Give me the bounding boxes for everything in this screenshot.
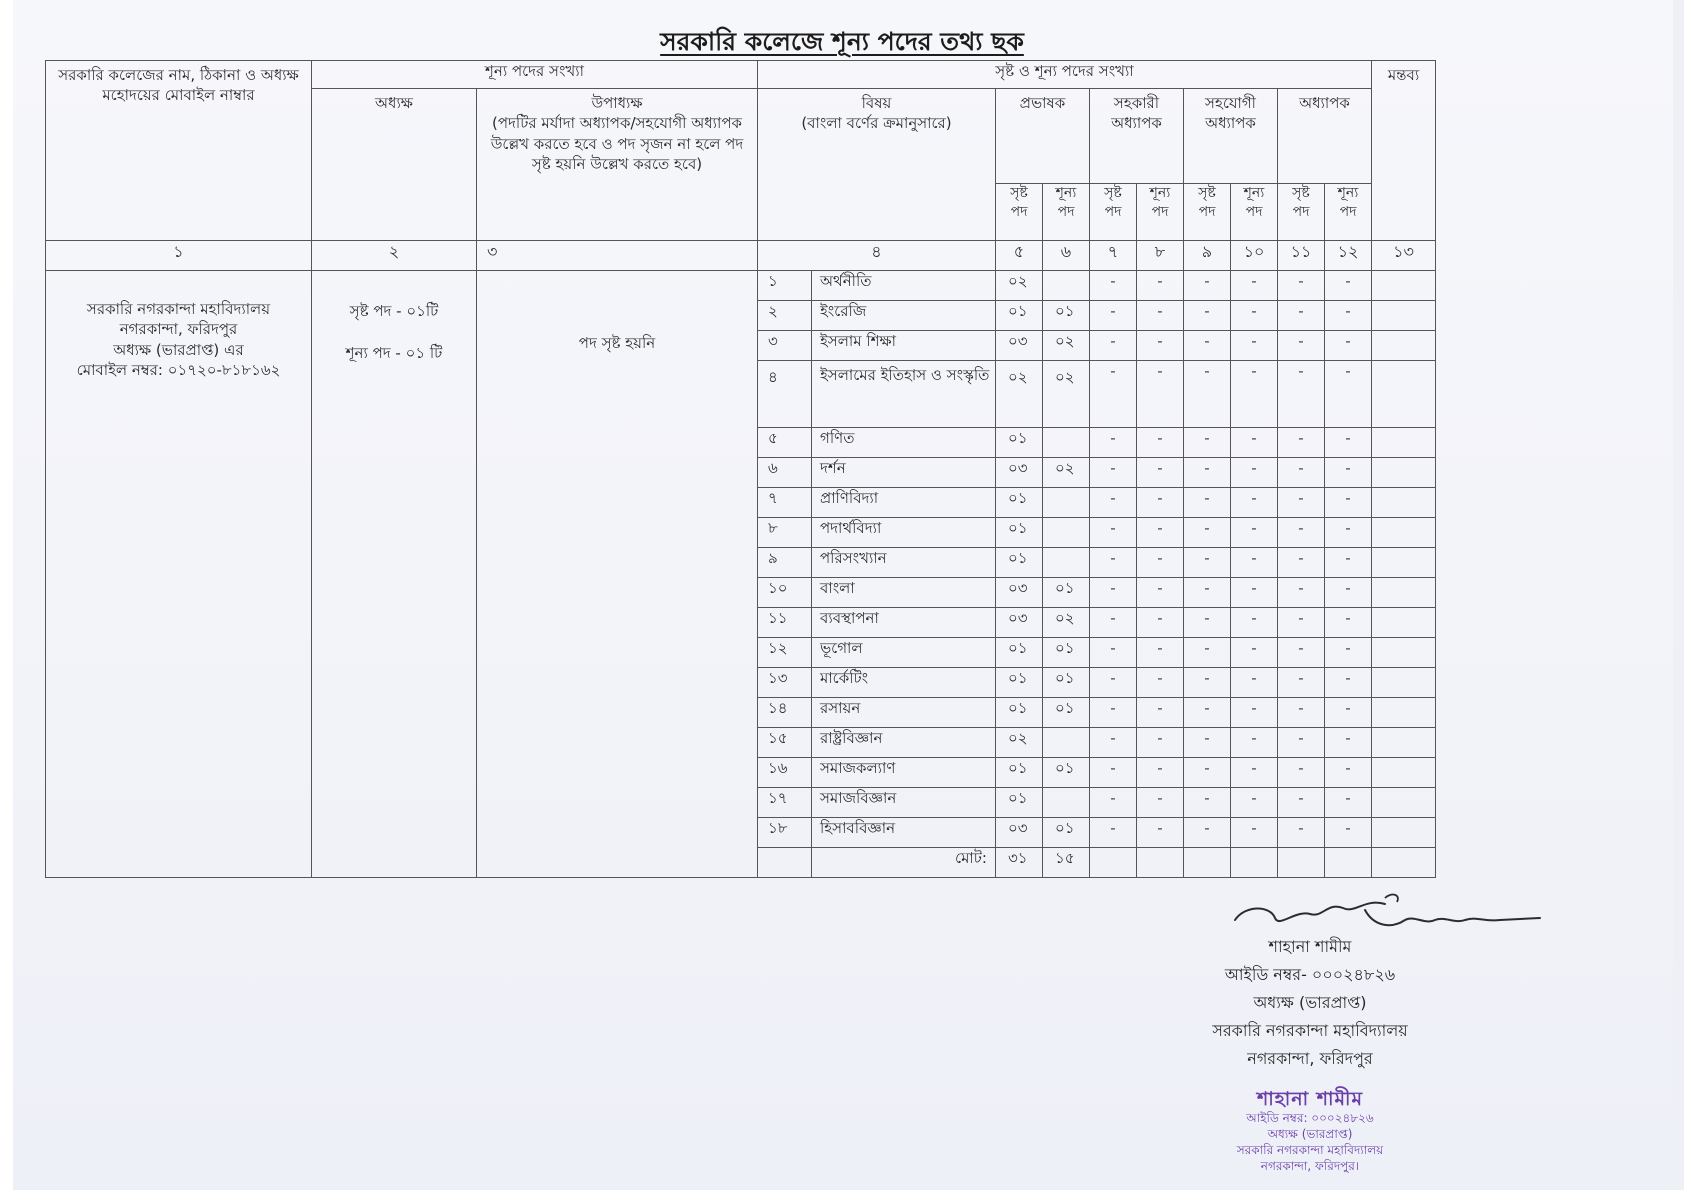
row-remarks — [1372, 578, 1436, 608]
row-serial: ৮ — [758, 518, 812, 548]
total-empty-cell — [1325, 848, 1372, 878]
row-cell-12: - — [1325, 271, 1372, 301]
header-subject-note: (বাংলা বর্ণের ক্রমানুসারে) — [801, 114, 952, 133]
row-cell-7: - — [1090, 488, 1137, 518]
principal-created-post: সৃষ্ট পদ - ০১টি — [349, 302, 439, 320]
column-number-10: ১০ — [1231, 241, 1278, 271]
row-lecturer-vacant: ০১ — [1043, 578, 1090, 608]
header-rank-associate-professor: সহযোগী অধ্যাপক — [1184, 89, 1278, 184]
row-cell-12: - — [1325, 728, 1372, 758]
row-cell-7: - — [1090, 518, 1137, 548]
row-cell-7: - — [1090, 728, 1137, 758]
row-cell-9: - — [1184, 608, 1231, 638]
row-cell-7: - — [1090, 458, 1137, 488]
row-lecturer-vacant — [1043, 548, 1090, 578]
row-serial: ১৩ — [758, 668, 812, 698]
row-serial: ১০ — [758, 578, 812, 608]
header-remarks: মন্তব্য — [1372, 61, 1436, 241]
row-cell-8: - — [1137, 458, 1184, 488]
column-number-3: ৩ — [477, 241, 758, 271]
row-serial: ১৭ — [758, 788, 812, 818]
row-cell-7: - — [1090, 331, 1137, 361]
row-lecturer-created: ০১ — [996, 428, 1043, 458]
row-lecturer-created: ০৩ — [996, 818, 1043, 848]
total-lecturer-vacant: ১৫ — [1043, 848, 1090, 878]
document-title — [0, 22, 1684, 65]
row-cell-11: - — [1278, 301, 1325, 331]
row-serial: ৭ — [758, 488, 812, 518]
row-lecturer-vacant — [1043, 271, 1090, 301]
row-lecturer-created: ০১ — [996, 488, 1043, 518]
header-vice-principal-note: (পদটির মর্যাদা অধ্যাপক/সহযোগী অধ্যাপক উল্লেখ করতে হবে ও পদ সৃজন না হলে পদ সৃষ্ট হয়নি উল্লেখ করতে হবে) — [490, 114, 744, 173]
row-cell-9: - — [1184, 271, 1231, 301]
total-serial-empty — [758, 848, 812, 878]
row-remarks — [1372, 518, 1436, 548]
column-number-4: ৪ — [758, 241, 996, 271]
row-cell-9: - — [1184, 728, 1231, 758]
row-cell-12: - — [1325, 518, 1372, 548]
row-cell-11: - — [1278, 361, 1325, 428]
row-cell-11: - — [1278, 728, 1325, 758]
row-cell-12: - — [1325, 428, 1372, 458]
signatory-designation: অধ্যক্ষ (ভারপ্রাপ্ত) — [1253, 993, 1367, 1012]
header-created-post-3: সৃষ্ট পদ — [1184, 184, 1231, 241]
row-subject: প্রাণিবিদ্যা — [812, 488, 996, 518]
header-vacant-group: শূন্য পদের সংখ্যা — [312, 61, 758, 89]
row-lecturer-created: ০১ — [996, 548, 1043, 578]
row-lecturer-vacant: ০১ — [1043, 301, 1090, 331]
row-cell-8: - — [1137, 361, 1184, 428]
row-cell-8: - — [1137, 301, 1184, 331]
total-lecturer-created: ৩১ — [996, 848, 1043, 878]
row-subject: ব্যবস্থাপনা — [812, 608, 996, 638]
column-number-11: ১১ — [1278, 241, 1325, 271]
row-cell-8: - — [1137, 788, 1184, 818]
row-cell-9: - — [1184, 818, 1231, 848]
row-cell-7: - — [1090, 578, 1137, 608]
row-cell-8: - — [1137, 488, 1184, 518]
column-number-13: ১৩ — [1372, 241, 1436, 271]
row-lecturer-vacant: ০১ — [1043, 638, 1090, 668]
row-cell-8: - — [1137, 638, 1184, 668]
row-cell-11: - — [1278, 788, 1325, 818]
row-serial: ১৮ — [758, 818, 812, 848]
row-cell-7: - — [1090, 548, 1137, 578]
header-vice-principal-title: উপাধ্যক্ষ — [591, 94, 643, 112]
row-cell-12: - — [1325, 301, 1372, 331]
row-lecturer-created: ০১ — [996, 638, 1043, 668]
signatory-institution: সরকারি নগরকান্দা মহাবিদ্যালয় — [1212, 1021, 1408, 1040]
row-subject: পরিসংখ্যান — [812, 548, 996, 578]
header-created-post-2: সৃষ্ট পদ — [1090, 184, 1137, 241]
row-cell-8: - — [1137, 698, 1184, 728]
row-lecturer-vacant — [1043, 488, 1090, 518]
row-cell-7: - — [1090, 668, 1137, 698]
header-vacant-post-3: শূন্য পদ — [1231, 184, 1278, 241]
row-remarks — [1372, 698, 1436, 728]
row-cell-11: - — [1278, 698, 1325, 728]
row-lecturer-vacant: ০২ — [1043, 361, 1090, 428]
row-cell-9: - — [1184, 361, 1231, 428]
row-serial: ৯ — [758, 548, 812, 578]
row-cell-12: - — [1325, 331, 1372, 361]
row-cell-12: - — [1325, 638, 1372, 668]
row-cell-12: - — [1325, 578, 1372, 608]
signatory-block — [1160, 905, 1460, 1073]
row-cell-7: - — [1090, 608, 1137, 638]
column-number-5: ৫ — [996, 241, 1043, 271]
total-empty-cell — [1231, 848, 1278, 878]
row-subject: ইসলামের ইতিহাস ও সংস্কৃতি — [812, 361, 996, 428]
stamp-institution: সরকারি নগরকান্দা মহাবিদ্যালয় — [1236, 1143, 1384, 1157]
total-empty-cell — [1184, 848, 1231, 878]
row-cell-7: - — [1090, 271, 1137, 301]
row-cell-9: - — [1184, 301, 1231, 331]
row-cell-10: - — [1231, 608, 1278, 638]
row-lecturer-created: ০১ — [996, 788, 1043, 818]
row-lecturer-vacant — [1043, 428, 1090, 458]
row-cell-12: - — [1325, 698, 1372, 728]
row-lecturer-vacant: ০২ — [1043, 608, 1090, 638]
row-cell-11: - — [1278, 608, 1325, 638]
row-remarks — [1372, 301, 1436, 331]
row-remarks — [1372, 271, 1436, 301]
row-subject: হিসাববিজ্ঞান — [812, 818, 996, 848]
stamp-address: নগরকান্দা, ফরিদপুর। — [1260, 1159, 1360, 1173]
row-subject: দর্শন — [812, 458, 996, 488]
row-cell-7: - — [1090, 638, 1137, 668]
vacancy-table — [45, 60, 1436, 878]
row-cell-10: - — [1231, 728, 1278, 758]
row-remarks — [1372, 548, 1436, 578]
row-cell-10: - — [1231, 428, 1278, 458]
row-lecturer-created: ০২ — [996, 361, 1043, 428]
row-cell-12: - — [1325, 818, 1372, 848]
row-subject: সমাজবিজ্ঞান — [812, 788, 996, 818]
row-subject: রাষ্ট্রবিজ্ঞান — [812, 728, 996, 758]
row-lecturer-created: ০১ — [996, 668, 1043, 698]
row-cell-11: - — [1278, 548, 1325, 578]
table-row — [46, 271, 1436, 301]
header-created-post-4: সৃষ্ট পদ — [1278, 184, 1325, 241]
row-cell-9: - — [1184, 698, 1231, 728]
row-lecturer-vacant — [1043, 518, 1090, 548]
header-rank-professor: অধ্যাপক — [1278, 89, 1372, 184]
row-lecturer-created: ০২ — [996, 728, 1043, 758]
vice-principal-status-cell: পদ সৃষ্ট হয়নি — [477, 271, 758, 878]
row-cell-11: - — [1278, 638, 1325, 668]
column-number-2: ২ — [312, 241, 477, 271]
row-lecturer-created: ০১ — [996, 758, 1043, 788]
row-cell-12: - — [1325, 488, 1372, 518]
row-cell-10: - — [1231, 331, 1278, 361]
row-cell-7: - — [1090, 361, 1137, 428]
row-cell-9: - — [1184, 638, 1231, 668]
row-remarks — [1372, 331, 1436, 361]
row-cell-9: - — [1184, 458, 1231, 488]
row-remarks — [1372, 638, 1436, 668]
row-cell-10: - — [1231, 698, 1278, 728]
row-cell-10: - — [1231, 548, 1278, 578]
row-cell-8: - — [1137, 818, 1184, 848]
header-subject — [758, 89, 996, 241]
row-cell-11: - — [1278, 578, 1325, 608]
row-cell-9: - — [1184, 331, 1231, 361]
row-remarks — [1372, 728, 1436, 758]
row-serial: ৩ — [758, 331, 812, 361]
header-subject-title: বিষয় — [861, 94, 892, 112]
row-cell-11: - — [1278, 518, 1325, 548]
total-label: মোট: — [812, 848, 996, 878]
header-vacant-post-1: শূন্য পদ — [1043, 184, 1090, 241]
row-serial: ২ — [758, 301, 812, 331]
row-cell-10: - — [1231, 271, 1278, 301]
row-cell-8: - — [1137, 728, 1184, 758]
header-principal: অধ্যক্ষ — [312, 89, 477, 241]
row-cell-12: - — [1325, 548, 1372, 578]
row-remarks — [1372, 361, 1436, 428]
principal-vacant-post: শূন্য পদ - ০১ টি — [345, 344, 443, 363]
row-lecturer-created: ০৩ — [996, 458, 1043, 488]
row-cell-8: - — [1137, 518, 1184, 548]
header-created-post-1: সৃষ্ট পদ — [996, 184, 1043, 241]
row-cell-10: - — [1231, 818, 1278, 848]
row-lecturer-vacant: ০১ — [1043, 818, 1090, 848]
row-cell-12: - — [1325, 788, 1372, 818]
column-number-8: ৮ — [1137, 241, 1184, 271]
row-lecturer-vacant: ০১ — [1043, 698, 1090, 728]
row-lecturer-vacant — [1043, 788, 1090, 818]
row-subject: ভূগোল — [812, 638, 996, 668]
row-cell-12: - — [1325, 758, 1372, 788]
row-cell-10: - — [1231, 758, 1278, 788]
row-cell-12: - — [1325, 608, 1372, 638]
stamp-id: আইডি নম্বর: ০০০২৪৮২৬ — [1246, 1111, 1374, 1125]
row-serial: ১১ — [758, 608, 812, 638]
row-cell-11: - — [1278, 428, 1325, 458]
row-serial: ১৪ — [758, 698, 812, 728]
row-lecturer-vacant: ০১ — [1043, 758, 1090, 788]
official-seal-stamp — [1160, 1088, 1460, 1174]
row-cell-7: - — [1090, 788, 1137, 818]
row-subject: রসায়ন — [812, 698, 996, 728]
scan-edge — [0, 0, 13, 1190]
row-cell-11: - — [1278, 758, 1325, 788]
row-cell-10: - — [1231, 488, 1278, 518]
row-cell-9: - — [1184, 428, 1231, 458]
row-cell-10: - — [1231, 301, 1278, 331]
row-remarks — [1372, 788, 1436, 818]
row-remarks — [1372, 458, 1436, 488]
column-number-9: ৯ — [1184, 241, 1231, 271]
row-cell-9: - — [1184, 548, 1231, 578]
row-cell-10: - — [1231, 638, 1278, 668]
column-number-12: ১২ — [1325, 241, 1372, 271]
column-number-1: ১ — [46, 241, 312, 271]
row-lecturer-vacant: ০১ — [1043, 668, 1090, 698]
signatory-id: আইডি নম্বর- ০০০২৪৮২৬ — [1224, 965, 1396, 984]
college-info-cell — [46, 271, 312, 878]
header-rank-lecturer: প্রভাষক — [996, 89, 1090, 184]
row-subject: পদার্থবিদ্যা — [812, 518, 996, 548]
header-created-vacant-group: সৃষ্ট ও শূন্য পদের সংখ্যা — [758, 61, 1372, 89]
row-cell-7: - — [1090, 428, 1137, 458]
row-cell-11: - — [1278, 668, 1325, 698]
total-remarks-empty — [1372, 848, 1436, 878]
row-subject: গণিত — [812, 428, 996, 458]
header-vacant-post-4: শূন্য পদ — [1325, 184, 1372, 241]
row-cell-12: - — [1325, 668, 1372, 698]
row-cell-8: - — [1137, 331, 1184, 361]
row-cell-8: - — [1137, 428, 1184, 458]
row-cell-7: - — [1090, 698, 1137, 728]
signatory-name: শাহানা শামীম — [1268, 937, 1352, 956]
row-serial: ১ — [758, 271, 812, 301]
row-lecturer-created: ০১ — [996, 301, 1043, 331]
row-remarks — [1372, 608, 1436, 638]
row-remarks — [1372, 758, 1436, 788]
row-subject: অর্থনীতি — [812, 271, 996, 301]
row-cell-9: - — [1184, 788, 1231, 818]
row-cell-10: - — [1231, 578, 1278, 608]
row-cell-11: - — [1278, 458, 1325, 488]
row-cell-10: - — [1231, 361, 1278, 428]
row-subject: ইসলাম শিক্ষা — [812, 331, 996, 361]
row-lecturer-vacant: ০২ — [1043, 331, 1090, 361]
row-lecturer-created: ০৩ — [996, 331, 1043, 361]
row-lecturer-vacant — [1043, 728, 1090, 758]
row-cell-9: - — [1184, 758, 1231, 788]
row-cell-10: - — [1231, 668, 1278, 698]
principal-post-cell — [312, 271, 477, 878]
row-subject: সমাজকল্যাণ — [812, 758, 996, 788]
row-serial: ৬ — [758, 458, 812, 488]
row-lecturer-created: ০২ — [996, 271, 1043, 301]
row-serial: ৫ — [758, 428, 812, 458]
row-cell-12: - — [1325, 458, 1372, 488]
row-cell-8: - — [1137, 578, 1184, 608]
college-line3: অধ্যক্ষ (ভারপ্রাপ্ত) এর — [113, 340, 244, 359]
row-cell-8: - — [1137, 758, 1184, 788]
column-number-6: ৬ — [1043, 241, 1090, 271]
header-vice-principal — [477, 89, 758, 241]
header-vacant-post-2: শূন্য পদ — [1137, 184, 1184, 241]
row-remarks — [1372, 668, 1436, 698]
row-lecturer-created: ০১ — [996, 698, 1043, 728]
total-empty-cell — [1090, 848, 1137, 878]
row-serial: ১৬ — [758, 758, 812, 788]
row-cell-8: - — [1137, 548, 1184, 578]
college-line2: নগরকান্দা, ফরিদপুর — [119, 320, 238, 339]
row-cell-8: - — [1137, 271, 1184, 301]
row-cell-10: - — [1231, 458, 1278, 488]
signatory-address: নগরকান্দা, ফরিদপুর — [1247, 1049, 1373, 1068]
column-number-7: ৭ — [1090, 241, 1137, 271]
total-empty-cell — [1137, 848, 1184, 878]
row-lecturer-created: ০১ — [996, 518, 1043, 548]
row-cell-11: - — [1278, 488, 1325, 518]
row-remarks — [1372, 488, 1436, 518]
row-remarks — [1372, 818, 1436, 848]
row-serial: ১২ — [758, 638, 812, 668]
row-cell-12: - — [1325, 361, 1372, 428]
row-cell-11: - — [1278, 331, 1325, 361]
header-rank-assistant-professor: সহকারী অধ্যাপক — [1090, 89, 1184, 184]
row-cell-7: - — [1090, 818, 1137, 848]
college-line1: সরকারি নগরকান্দা মহাবিদ্যালয় — [86, 300, 271, 318]
row-lecturer-vacant: ০২ — [1043, 458, 1090, 488]
row-cell-11: - — [1278, 818, 1325, 848]
row-cell-9: - — [1184, 578, 1231, 608]
row-lecturer-created: ০৩ — [996, 608, 1043, 638]
row-subject: ইংরেজি — [812, 301, 996, 331]
row-lecturer-created: ০৩ — [996, 578, 1043, 608]
total-empty-cell — [1278, 848, 1325, 878]
row-cell-9: - — [1184, 668, 1231, 698]
row-cell-11: - — [1278, 271, 1325, 301]
stamp-name: শাহানা শামীম — [1257, 1088, 1363, 1110]
document-title-text: সরকারি কলেজে শূন্য পদের তথ্য ছক — [660, 27, 1024, 56]
header-college-info: সরকারি কলেজের নাম, ঠিকানা ও অধ্যক্ষ মহোদয়ের মোবাইল নাম্বার — [46, 61, 312, 241]
stamp-designation: অধ্যক্ষ (ভারপ্রাপ্ত) — [1267, 1127, 1353, 1141]
row-serial: ১৫ — [758, 728, 812, 758]
row-cell-7: - — [1090, 301, 1137, 331]
college-line4: মোবাইল নম্বর: ০১৭২০-৮১৮১৬২ — [76, 360, 281, 379]
row-cell-9: - — [1184, 518, 1231, 548]
row-cell-8: - — [1137, 608, 1184, 638]
row-cell-10: - — [1231, 788, 1278, 818]
row-subject: বাংলা — [812, 578, 996, 608]
row-cell-7: - — [1090, 758, 1137, 788]
row-cell-9: - — [1184, 488, 1231, 518]
row-subject: মার্কেটিং — [812, 668, 996, 698]
row-cell-10: - — [1231, 518, 1278, 548]
row-remarks — [1372, 428, 1436, 458]
row-serial: ৪ — [758, 361, 812, 428]
row-cell-8: - — [1137, 668, 1184, 698]
